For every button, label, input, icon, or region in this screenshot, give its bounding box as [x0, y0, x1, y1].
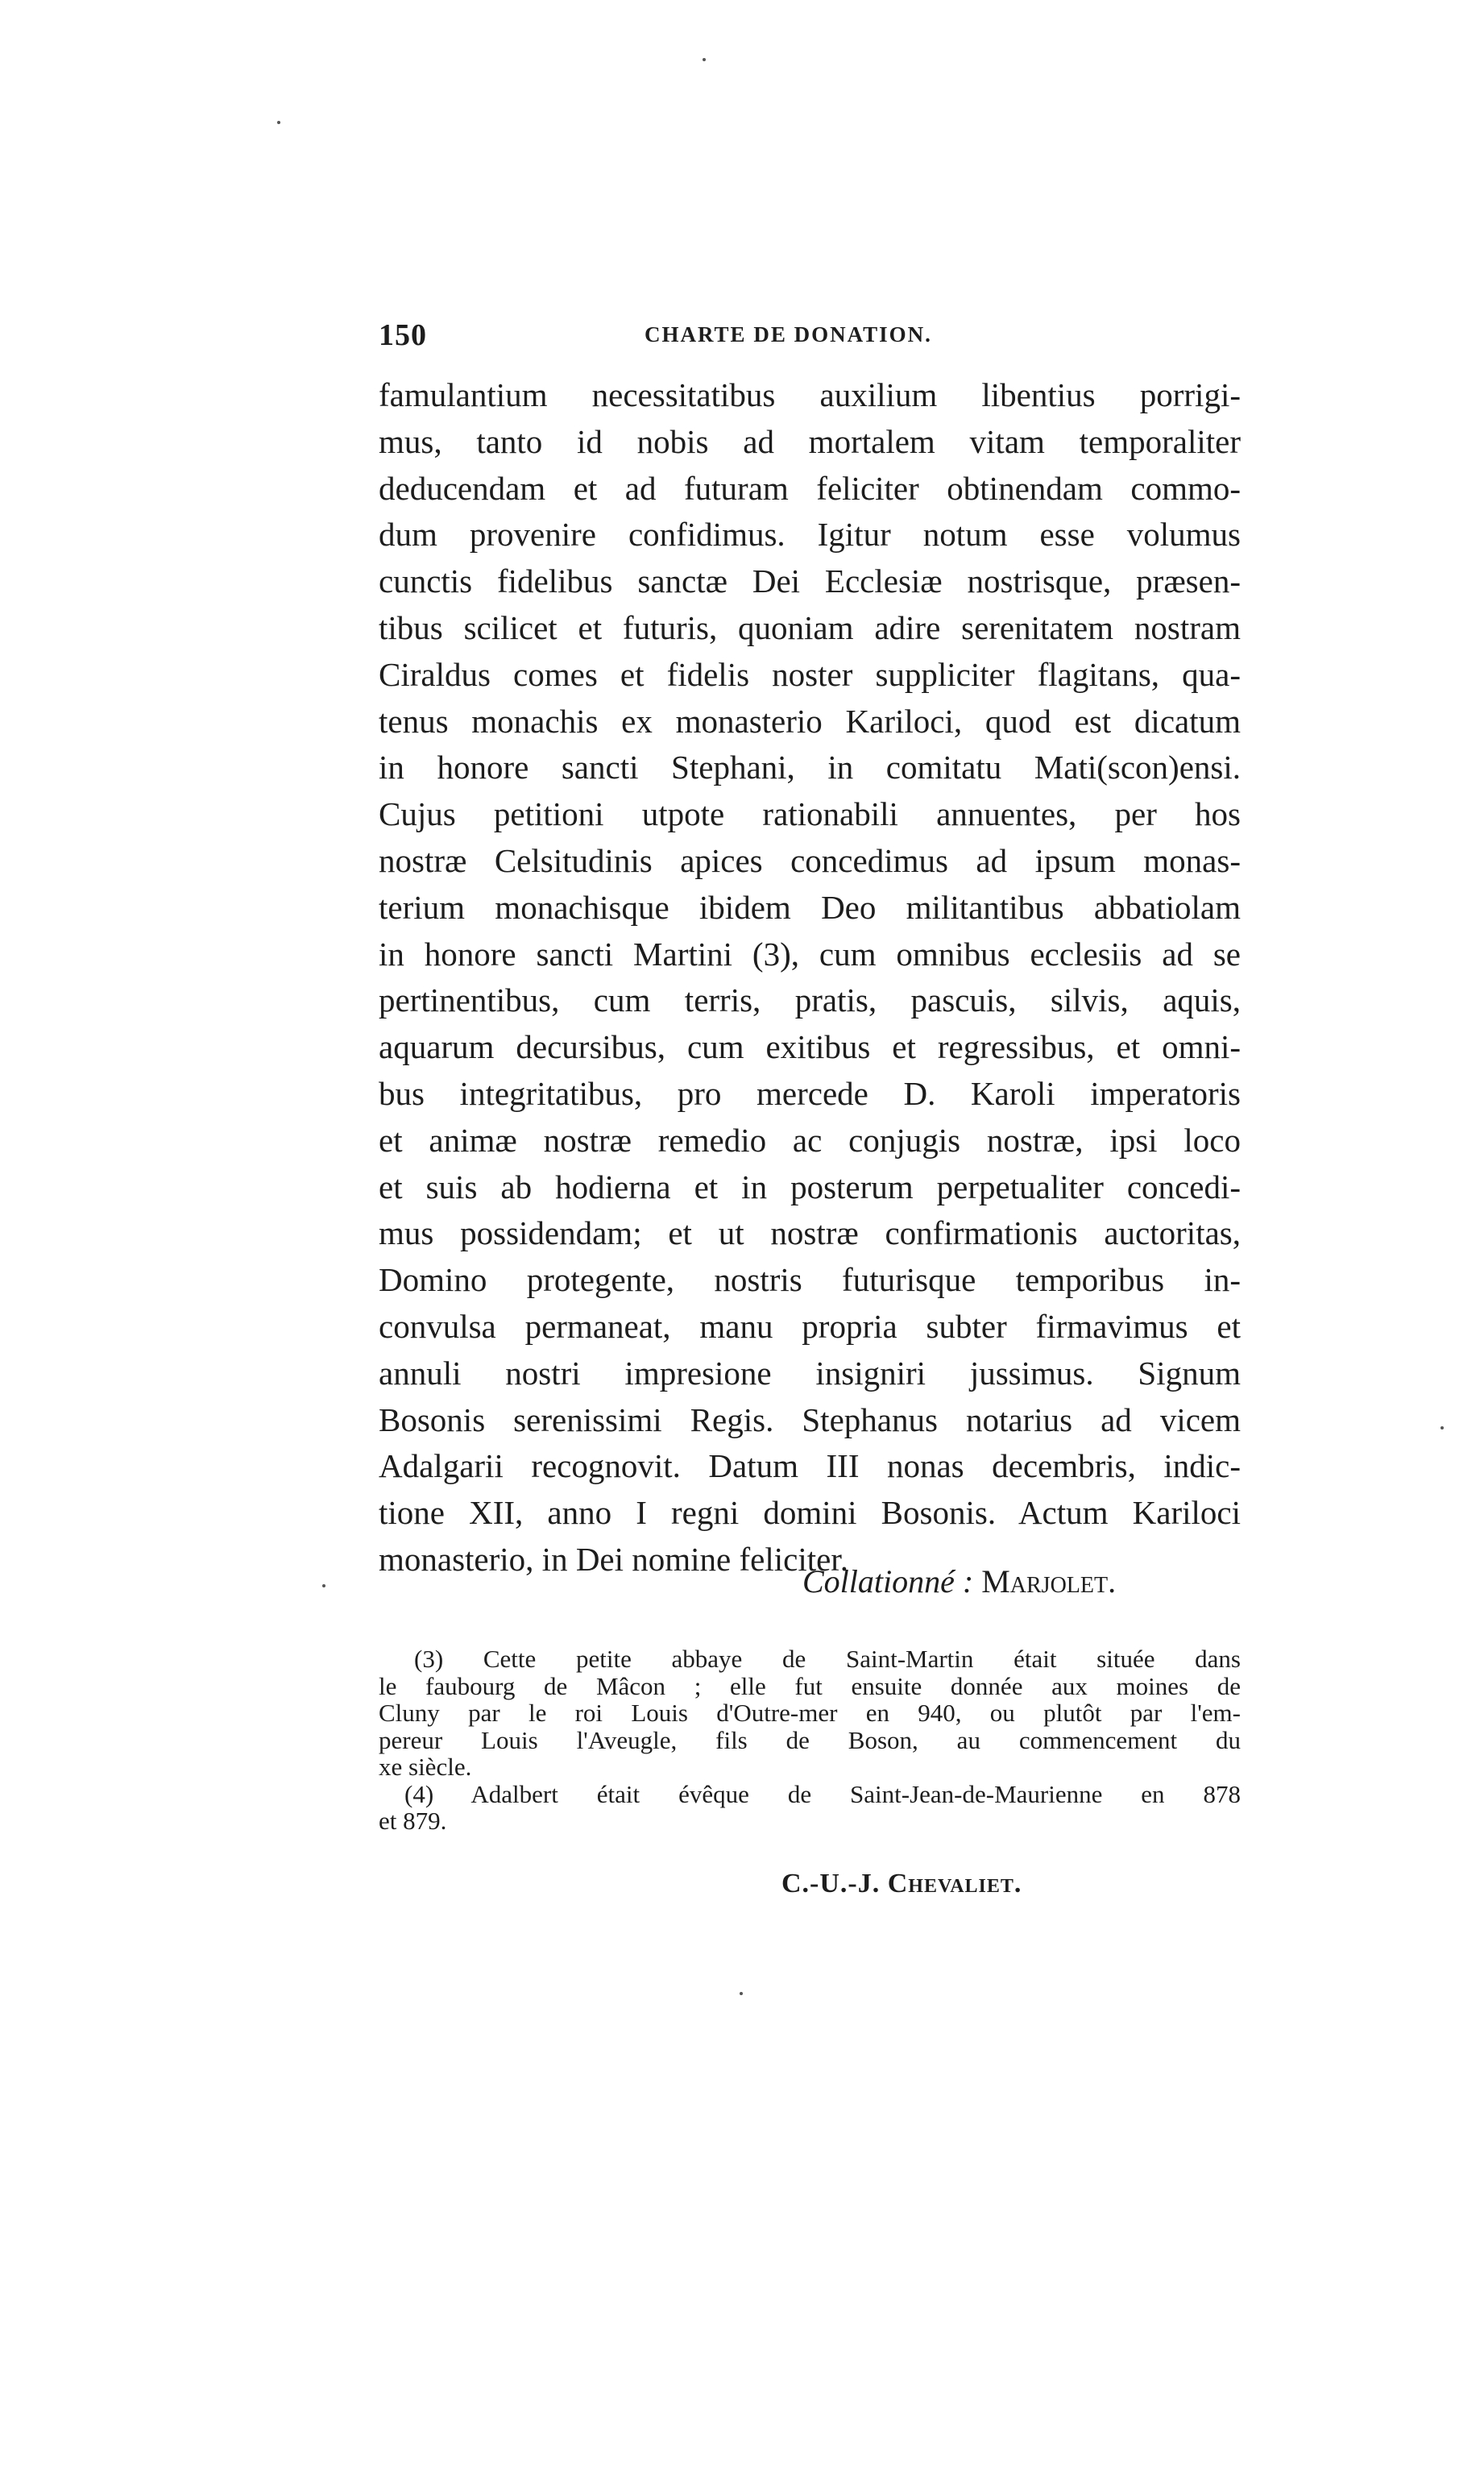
text-line: Cujus petitioni utpote rationabili annuentes, per hos	[379, 795, 1241, 833]
footnote-line: (4) Adalbert était évêque de Saint-Jean-de-Maurienne en 878	[404, 1779, 1241, 1808]
paper-speck	[740, 1992, 743, 1995]
text-line: in honore sancti Martini (3), cum omnibus ecclesiis ad se	[379, 935, 1241, 973]
footnote-line: (3) Cette petite abbaye de Saint-Martin était située dans	[414, 1645, 1241, 1673]
text-line: Domino protegente, nostris futurisque temporibus in-	[379, 1261, 1241, 1299]
text-line: tenus monachis ex monasterio Kariloci, quod est dicatum	[379, 702, 1241, 740]
text-line: cunctis fidelibus sanctæ Dei Ecclesiæ nostrisque, præsen-	[379, 562, 1241, 600]
text-line: dum provenire confidimus. Igitur notum esse volumus	[379, 516, 1241, 554]
footnotes	[379, 1645, 1241, 1835]
text-line: annuli nostri impresione insigniri jussimus. Signum	[379, 1354, 1241, 1392]
running-title: CHARTE DE DONATION.	[645, 322, 932, 346]
text-line: aquarum decursibus, cum exitibus et regressibus, et omni-	[379, 1028, 1241, 1066]
text-line: nostræ Celsitudinis apices concedimus ad ipsum monas-	[379, 841, 1241, 879]
footnote-line: xe siècle.	[379, 1753, 472, 1781]
text-line: mus, tanto id nobis ad mortalem vitam temporaliter	[379, 422, 1241, 460]
text-line: tione XII, anno I regni domini Bosonis. Actum Kariloci	[379, 1494, 1241, 1532]
text-line: et animæ nostræ remedio ac conjugis nostræ, ipsi loco	[379, 1121, 1241, 1159]
collation-name: Marjolet.	[981, 1563, 1117, 1600]
charter-text	[379, 372, 1241, 1583]
running-head	[379, 317, 1249, 358]
text-line: Bosonis serenissimi Regis. Stephanus notarius ad vicem	[379, 1400, 1241, 1438]
text-line: pertinentibus, cum terris, pratis, pascuis, silvis, aquis,	[379, 981, 1241, 1019]
author-signature: C.-U.-J. Chevaliet.	[781, 1869, 1022, 1898]
footnote-line: Cluny par le roi Louis d'Outre-mer en 940, ou plutôt par l'em-	[379, 1699, 1241, 1727]
footnote-line: le faubourg de Mâcon ; elle fut ensuite donnée aux moines de	[379, 1671, 1241, 1700]
text-line: convulsa permaneat, manu propria subter firmavimus et	[379, 1307, 1241, 1345]
text-line: in honore sancti Stephani, in comitatu Mati(scon)ensi.	[379, 749, 1241, 786]
text-line: et suis ab hodierna et in posterum perpetualiter concedi-	[379, 1168, 1241, 1205]
footnote-line: et 879.	[379, 1807, 447, 1835]
text-line: deducendam et ad futuram feliciter obtinendam commo-	[379, 469, 1241, 507]
text-line: tibus scilicet et futuris, quoniam adire serenitatem nostram	[379, 608, 1241, 646]
collation-note	[802, 1562, 1116, 1600]
text-line: Adalgarii recognovit. Datum III nonas decembris, indic-	[379, 1447, 1241, 1485]
collation-label: Collationné :	[802, 1563, 974, 1600]
page-number: 150	[379, 318, 427, 352]
text-line: famulantium necessitatibus auxilium libentius porrigi-	[379, 376, 1241, 413]
text-line: monasterio, in Dei nomine feliciter.	[379, 1540, 848, 1578]
footnote-3	[379, 1645, 1241, 1781]
paper-speck	[277, 121, 280, 124]
paper-speck	[322, 1584, 325, 1587]
paper-speck	[1440, 1426, 1444, 1429]
footnote-4	[379, 1781, 1241, 1835]
paper-speck	[703, 58, 706, 61]
footnote-line: pereur Louis l'Aveugle, fils de Boson, au commencement du	[379, 1725, 1241, 1754]
text-line: mus possidendam; et ut nostræ confirmationis auctoritas,	[379, 1214, 1241, 1252]
text-line: Ciraldus comes et fidelis noster suppliciter flagitans, qua-	[379, 655, 1241, 693]
text-line: terium monachisque ibidem Deo militantibus abbatiolam	[379, 888, 1241, 926]
text-line: bus integritatibus, pro mercede D. Karoli imperatoris	[379, 1074, 1241, 1112]
